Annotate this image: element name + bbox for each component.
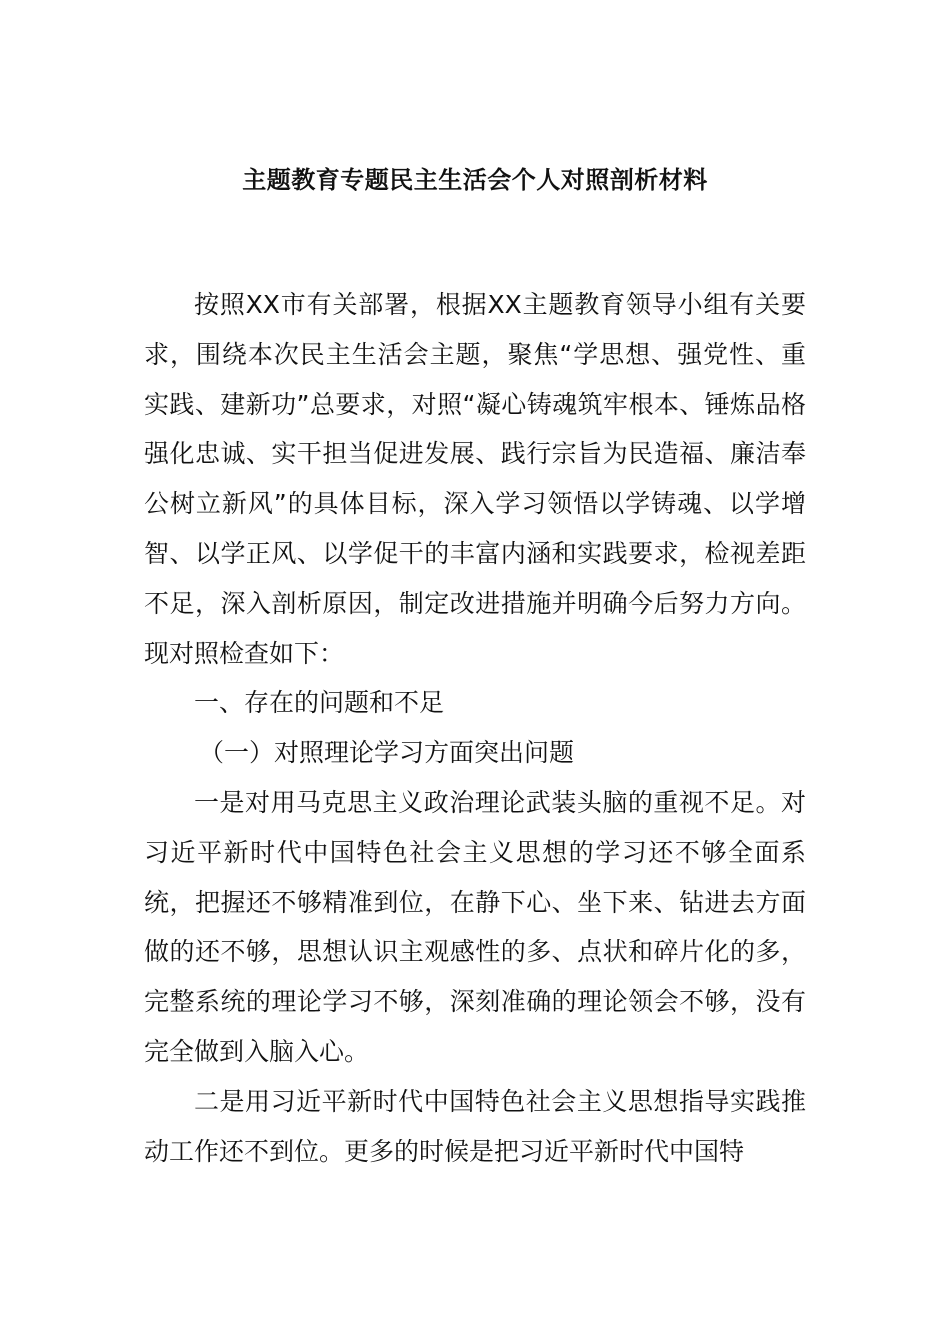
intro-paragraph: 按照XX市有关部署，根据XX主题教育领导小组有关要求，围绕本次民主生活会主题，聚焦“学思想、强党性、重实践、建新功”总要求，对照“凝心铸魂筑牢根本、锤炼品格强化忠诚、实干担当促进发展、践行宗旨为民造福、廉洁奉公树立新风”的具体目标，深入学习领悟以学铸魂、以学增智、以学正风、以学促干的丰富内涵和实践要求，检视差距不足，深入剖析原因，制定改进措施并明确今后努力方向。现对照检查如下： bbox=[144, 290, 806, 668]
document-title: 主题教育专题民主生活会个人对照剖析材料 bbox=[242, 166, 708, 194]
paragraph-point-one: 一是对用马克思主义政治理论武装头脑的重视不足。对习近平新时代中国特色社会主义思想的学习还不够全面系统，把握还不够精准到位，在静下心、坐下来、钻进去方面做的还不够，思想认识主观感性的多、点状和碎片化的多，完整系统的理论学习不够，深刻准确的理论领会不够，没有完全做到入脑入心。 bbox=[144, 787, 806, 1066]
paragraph-point-two: 二是用习近平新时代中国特色社会主义思想指导实践推动工作还不到位。更多的时候是把习近平新时代中国特 bbox=[144, 1086, 806, 1166]
document-body bbox=[144, 280, 806, 1176]
section-heading-problems: 一、存在的问题和不足 bbox=[194, 688, 445, 718]
subsection-heading-theory-study: （一）对照理论学习方面突出问题 bbox=[199, 738, 575, 768]
